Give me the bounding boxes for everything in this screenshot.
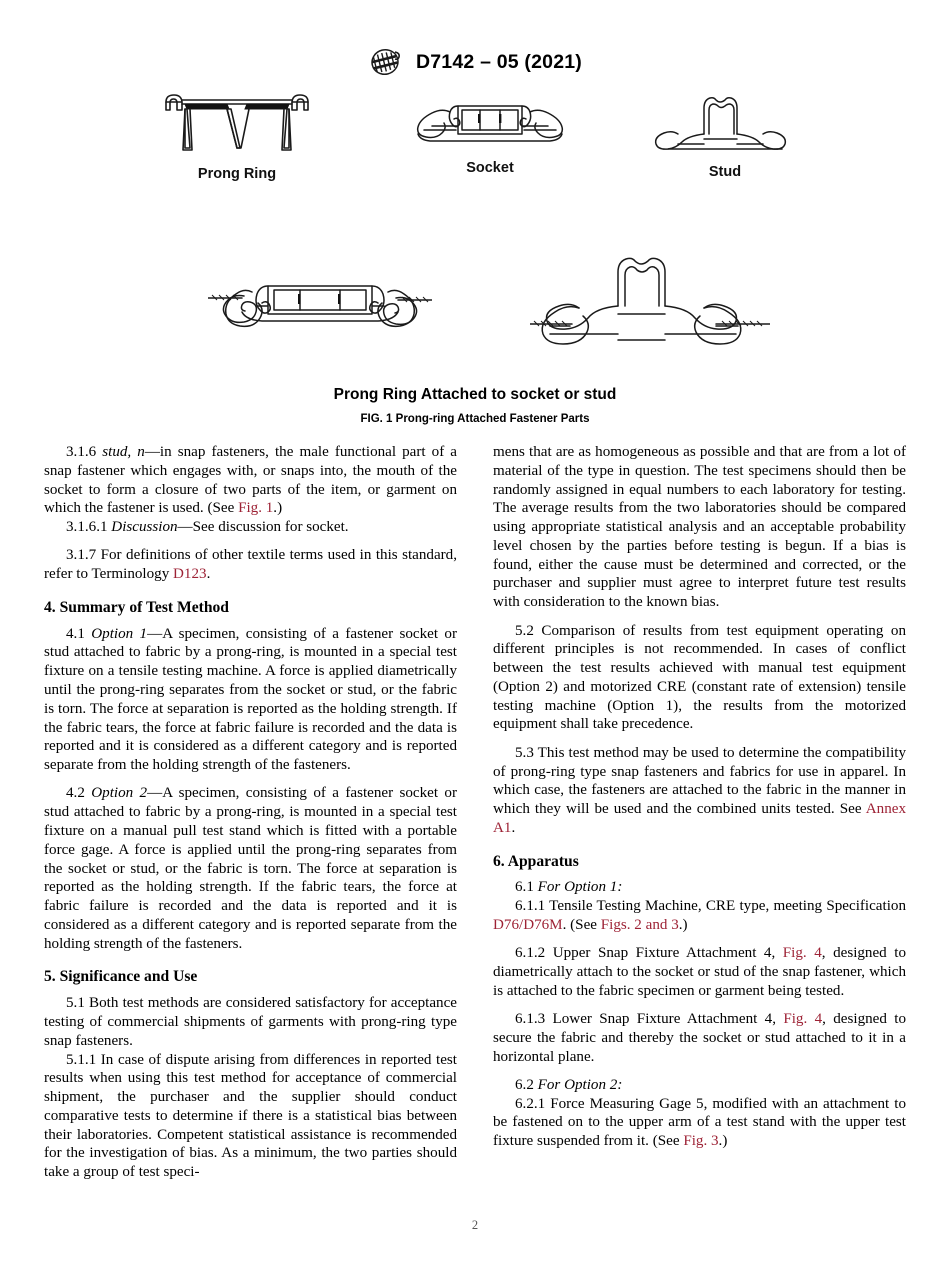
paragraph-6-2-1 [493,1095,906,1151]
figure-part-socket [400,100,580,176]
figure-link[interactable]: Fig. 4 [783,1011,823,1028]
option-label: Option 2 [91,785,148,802]
discussion-label: Discussion [111,519,178,536]
option-label: Option 1 [91,625,148,642]
document-header [0,48,950,76]
annex-link[interactable]: Annex A1 [493,801,906,836]
figure-link[interactable]: Fig. 4 [782,945,822,962]
paragraph-6-2 [493,1076,906,1095]
clause-text-end: . [511,819,516,836]
clause-number: 6.2 [515,1076,534,1093]
clause-text-end: .) [718,1133,728,1150]
clause-text: 6.1.2 Upper Snap Fixture Attachment 4, [515,945,783,962]
clause-text: —in snap fasteners, the male functional part of a snap fastener which engages with, or snaps into, the mouth of the socket to form a closure of two parts of the item, or garment on which the fastener is used. (See [44,444,457,517]
option-label: For Option 2: [537,1076,623,1093]
clause-text: —See discussion for socket. [177,519,349,536]
paragraph-3-1-6-1 [44,518,457,537]
clause-text-end: , designed to diametrically attach to the socket or stud of the snap fastener, which is attached to the fabric specimen or garment being tested. [493,945,906,999]
figure-caption-sub: FIG. 1 Prong-ring Attached Fastener Parts [360,413,590,425]
paragraph-3-1-6 [44,443,457,518]
prong-ring-attached-to-stud-diagram [530,254,770,346]
astm-logo-icon [368,48,404,76]
figures-link[interactable]: Figs. 2 and 3 [600,916,679,933]
prong-ring-diagram [163,92,311,154]
defined-term: stud, n [102,444,145,460]
paragraph-5-1: 5.1 Both test methods are considered satisfactory for acceptance testing of commercial shipments of garments with prong-ring type snap fasteners. [44,995,457,1049]
clause-text-end: . [206,566,211,583]
paragraph-3-1-7 [44,546,457,584]
section-heading-4: 4. Summary of Test Method [44,598,229,616]
paragraph-6-1 [493,878,906,897]
body-columns [44,443,906,1182]
figure-part-label: Socket [466,160,514,176]
paragraph-4-1 [44,625,457,775]
stud-diagram [652,92,798,152]
clause-text: . (See [562,916,601,933]
right-column [493,443,906,1182]
paragraph-4-2 [44,784,457,953]
specification-link[interactable]: D76/D76M [493,916,563,933]
figure-link[interactable]: Fig. 3 [683,1133,719,1150]
paragraph-5-3 [493,744,906,838]
paragraph-6-1-2 [493,944,906,1000]
clause-text-end: .) [273,500,283,517]
clause-number: 3.1.6.1 [66,519,108,536]
paragraph-5-1-1: 5.1.1 In case of dispute arising from differences in reported test results when using this test method for acceptance of commercial shipment, the purchaser and the supplier should conduct comparative tests to determine if there is a statistical bias between their laboratories. Competent statistical assistance is recommended for the investigation of bias. As a minimum, the two parties should take a group of test speci- [44,1051,457,1181]
left-column [44,443,457,1182]
figure-part-stud [640,92,810,180]
clause-text: 5.3 This test method may be used to determine the compatibility of prong-ring type snap fasteners and fabrics for use in apparel. In which case, the fasteners are attached to the fabric in the manner in which they will be used and the combined units tested. See [493,744,906,818]
paragraph-6-1-3 [493,1010,906,1066]
clause-number: 4.2 [66,785,85,802]
figure-1 [0,92,950,425]
prong-ring-attached-to-socket-diagram [208,268,432,338]
section-heading-5: 5. Significance and Use [44,968,198,986]
clause-text: —A specimen, consisting of a fastener socket or stud attached to fabric by a prong-ring, is mounted in a special test fixture on a tensile testing machine. A force is applied diametrically until the prong-ring separates from the socket or stud, or the fabric is torn. The force at separation is reported as the holding strength. If the fabric tears, the force at fabric failure is recorded and the data is reported and it is considered as a different category and is reported separate from the holding strength of the fasteners. [44,625,457,774]
clause-text: —A specimen, consisting of a fastener socket or stud attached to fabric by a prong-ring, is mounted in a special test fixture on a manual pull test stand which is fitted with a portable force gage. A force is applied until the prong-ring separates from the socket or stud, or the fabric is torn. The force at separation is reported as the holding strength. If the fabric tears, the force at fabric failure is recorded and the data is reported and it is considered as a different category and is reported separate from the holding strength of the fasteners. [44,785,457,952]
figure-assembly-stud [530,254,770,351]
terminology-link[interactable]: D123 [173,566,207,583]
figure-part-prong-ring [142,92,332,182]
clause-text: 3.1.7 For definitions of other textile terms used in this standard, refer to Terminology [44,547,457,583]
figure-caption-main: Prong Ring Attached to socket or stud [333,386,617,403]
figure-assembly-socket [208,268,432,343]
section-heading-6: 6. Apparatus [493,852,579,870]
paragraph-5-1-1-continued: mens that are as homogeneous as possible and that are from a lot of material of the type in question. The test specimens should then be randomly assigned in equal numbers to each laboratory for testing. The average results from the two laboratories should be compared using appropriate statistical analysis and an acceptable probability level chosen by the parties before testing is begun. If a bias is found, either the cause must be determined and corrected, or the purchaser and supplier must agree to interpret future test results with consideration to the known bias. [493,444,906,611]
figure-parts-row [0,92,950,212]
document-designation: D7142 – 05 (2021) [415,50,583,73]
clause-text: 6.1.3 Lower Snap Fixture Attachment 4, [515,1011,784,1028]
figure-part-label: Stud [708,164,742,180]
clause-text-end: .) [678,916,688,933]
paragraph-6-1-1 [493,897,906,935]
cross-reference-link[interactable]: Fig. 1 [238,500,274,517]
clause-text-end: , designed to secure the fabric and thereby the socket or stud attached to it in a horizontal plane. [493,1011,906,1065]
figure-part-label: Prong Ring [197,166,277,182]
figure-assemblies-row [0,254,950,364]
socket-diagram [410,100,570,148]
clause-number: 6.1 [515,879,534,896]
clause-text: 6.2.1 Force Measuring Gage 5, modified with an attachment to be fastened on to the upper arm of a test stand with the upper test fixture suspended from it. (See [493,1095,906,1150]
paragraph-5-2: 5.2 Comparison of results from test equipment operating on different principles is not recommended. In cases of conflict between the test results achieved with manual test equipment (Option 2) and motorized CRE (constant rate of extension) tensile testing machine (Option 1), the results from the motorized equipment shall take precedence. [493,622,906,733]
page-number: 2 [471,1218,479,1232]
option-label: For Option 1: [537,879,623,896]
clause-number: 3.1.6 [66,444,97,460]
clause-number: 4.1 [66,625,85,642]
clause-text: 6.1.1 Tensile Testing Machine, CRE type, meeting Specification [515,898,906,915]
